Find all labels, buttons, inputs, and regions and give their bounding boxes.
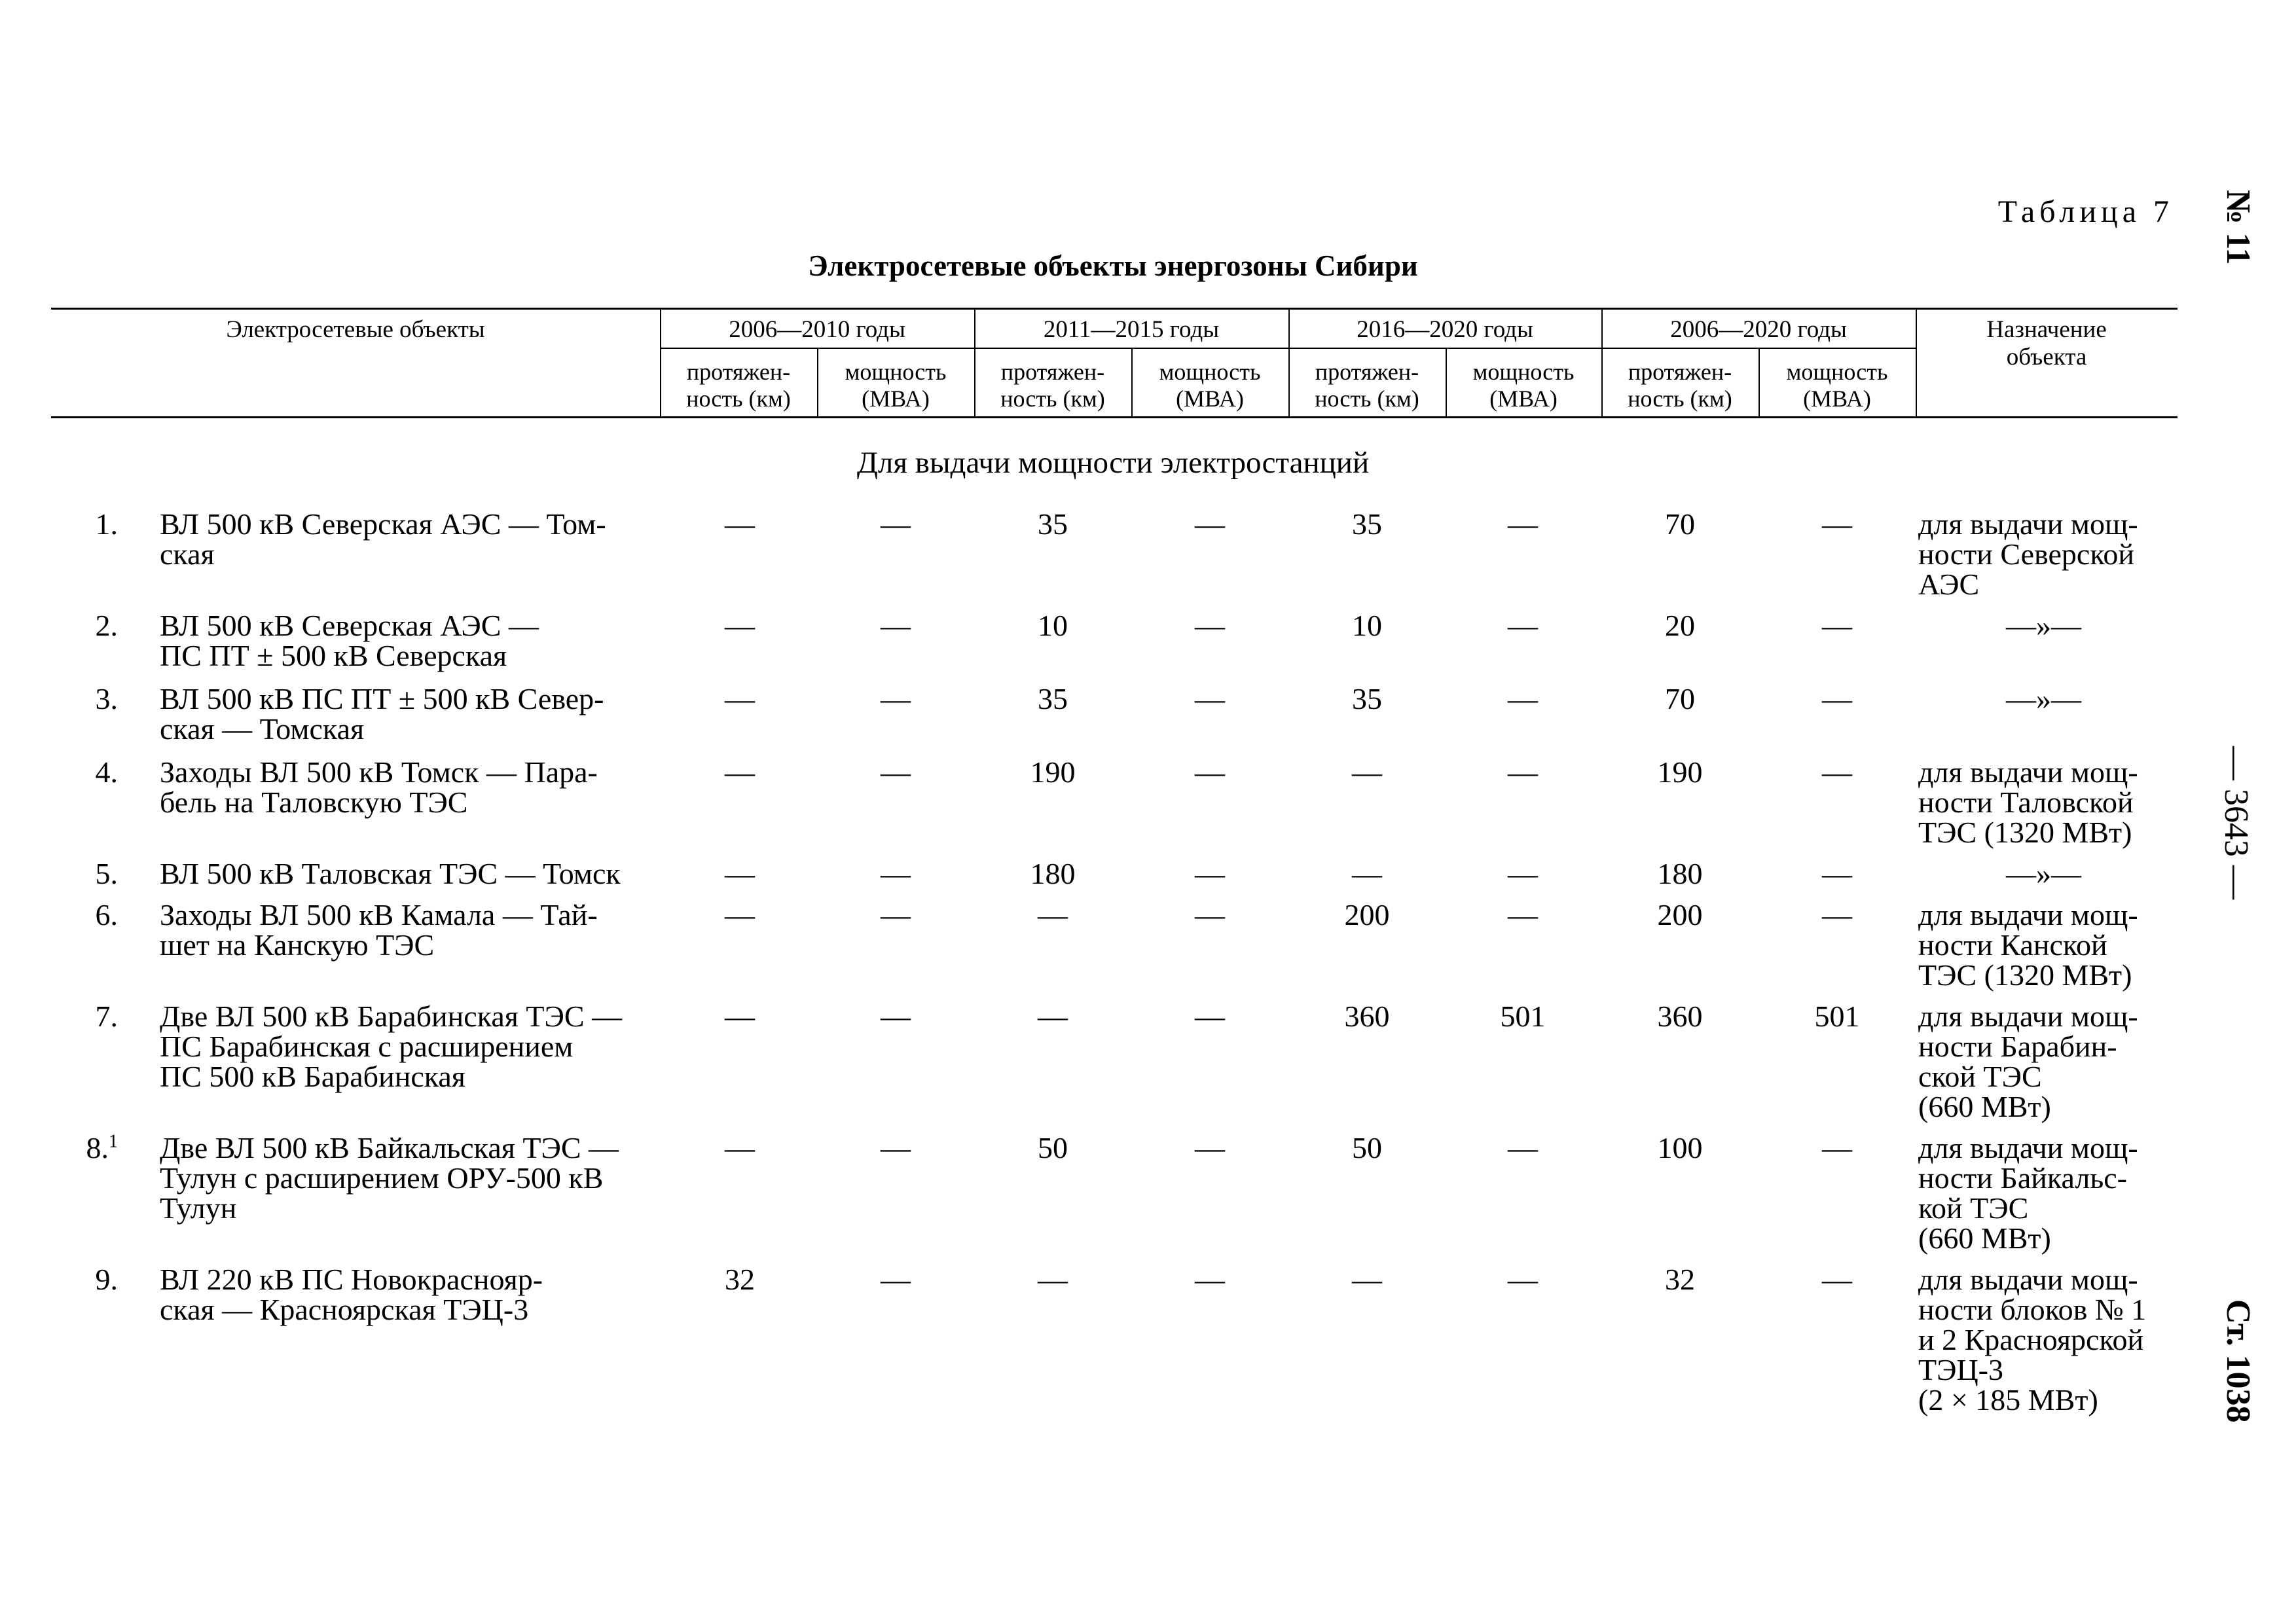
- purpose-line: для выдачи мощ-: [1918, 755, 2138, 789]
- header-length-line1: протяжен-: [1000, 359, 1105, 385]
- object-line: ская — Красноярская ТЭЦ-3: [160, 1293, 529, 1326]
- value-cell: —: [1822, 682, 1852, 715]
- purpose-line: ТЭС (1320 МВт): [1918, 958, 2132, 992]
- purpose-line: для выдачи мощ-: [1918, 898, 2138, 931]
- purpose-cell: [1918, 859, 2169, 889]
- purpose-cell: [1918, 611, 2169, 641]
- row-number-text: 3.: [95, 682, 118, 715]
- value-cell: —: [1195, 755, 1225, 789]
- value-cell: —: [1822, 507, 1852, 541]
- ditto-mark: —»—: [2006, 609, 2081, 642]
- value-cell: 50: [1038, 1131, 1068, 1164]
- purpose-cell: [1918, 1133, 2169, 1254]
- value-cell: —: [1508, 1131, 1538, 1164]
- value-cell: —: [725, 857, 755, 890]
- value-cell: 180: [1657, 857, 1703, 890]
- value-cell: 501: [1500, 1000, 1546, 1033]
- value-cell: —: [1508, 1263, 1538, 1296]
- object-name: [160, 859, 652, 889]
- row-number-text: 2.: [95, 609, 118, 642]
- value-cell: —: [725, 1000, 755, 1033]
- header-power-line2: (МВА): [862, 386, 930, 412]
- value-cell: 200: [1344, 898, 1390, 931]
- row-number: [59, 859, 118, 889]
- value-cell: —: [881, 1263, 911, 1296]
- value-cell: —: [1195, 1000, 1225, 1033]
- value-cell: 100: [1657, 1131, 1703, 1164]
- object-name: [160, 900, 652, 960]
- header-length-line1: протяжен-: [1628, 359, 1732, 385]
- issue-number: № 11: [2219, 190, 2257, 265]
- value-cell: —: [881, 1131, 911, 1164]
- value-cell: —: [1038, 1000, 1068, 1033]
- value-cell: —: [725, 1131, 755, 1164]
- value-cell: —: [1822, 609, 1852, 642]
- header-power: [817, 359, 974, 412]
- table-number: Таблица 7: [1997, 194, 2174, 229]
- page-number: — 3643 —: [2217, 746, 2255, 899]
- value-cell: —: [881, 755, 911, 789]
- row-number-text: 7.: [95, 1000, 118, 1033]
- object-line: ская: [160, 537, 215, 571]
- header-power-line1: мощность: [1472, 359, 1575, 385]
- header-length-line2: ность (км): [1000, 386, 1105, 412]
- table-title: Электросетевые объекты энергозоны Сибири: [808, 249, 1418, 282]
- value-cell: 360: [1344, 1000, 1390, 1033]
- header-length: [1288, 359, 1446, 412]
- value-cell: —: [881, 609, 911, 642]
- object-line: Две ВЛ 500 кВ Барабинская ТЭС —: [160, 1000, 623, 1033]
- header-power-line2: (МВА): [1489, 386, 1558, 412]
- header-length-line2: ность (км): [1315, 386, 1419, 412]
- object-line: ВЛ 500 кВ Северская АЭС —: [160, 609, 539, 642]
- header-length-line2: ность (км): [686, 386, 791, 412]
- object-line: Тулун с расширением ОРУ-500 кВ: [160, 1161, 604, 1195]
- object-line: ПС 500 кВ Барабинская: [160, 1060, 465, 1093]
- object-name: [160, 509, 652, 569]
- value-cell: —: [881, 507, 911, 541]
- row-number: [59, 509, 118, 539]
- purpose-cell: [1918, 757, 2169, 848]
- purpose-line: для выдачи мощ-: [1918, 1263, 2138, 1296]
- object-name: [160, 757, 652, 818]
- value-cell: —: [1195, 682, 1225, 715]
- value-cell: —: [1038, 1263, 1068, 1296]
- object-line: Заходы ВЛ 500 кВ Камала — Тай-: [160, 898, 598, 931]
- value-cell: 10: [1352, 609, 1382, 642]
- value-cell: —: [1195, 1131, 1225, 1164]
- article-number: Ст. 1038: [2219, 1299, 2257, 1423]
- object-line: бель на Таловскую ТЭС: [160, 785, 468, 819]
- value-cell: —: [1195, 609, 1225, 642]
- purpose-cell: [1918, 1265, 2169, 1415]
- value-cell: 180: [1030, 857, 1076, 890]
- value-cell: 190: [1657, 755, 1703, 789]
- purpose-line: ности Таловской: [1918, 785, 2134, 819]
- value-cell: —: [1195, 898, 1225, 931]
- value-cell: —: [1822, 857, 1852, 890]
- purpose-line: кой ТЭС: [1918, 1191, 2029, 1225]
- value-cell: 200: [1657, 898, 1703, 931]
- header-length-line1: протяжен-: [686, 359, 791, 385]
- value-cell: —: [1822, 898, 1852, 931]
- value-cell: 35: [1038, 507, 1068, 541]
- value-cell: —: [1195, 1263, 1225, 1296]
- object-line: ВЛ 500 кВ Северская АЭС — Том-: [160, 507, 606, 541]
- value-cell: —: [1038, 898, 1068, 931]
- header-period-3: 2016—2020 годы: [1357, 316, 1533, 343]
- row-number-text: 9.: [95, 1263, 118, 1296]
- purpose-line: ности Северской: [1918, 537, 2134, 571]
- row-number: [59, 757, 118, 787]
- value-cell: —: [881, 857, 911, 890]
- purpose-cell: [1918, 684, 2169, 714]
- purpose-line: ности Канской: [1918, 928, 2107, 962]
- purpose-cell: [1918, 509, 2169, 600]
- value-cell: —: [1352, 857, 1382, 890]
- value-cell: —: [725, 682, 755, 715]
- row-number: [59, 684, 118, 714]
- purpose-line: ности Байкальс-: [1918, 1161, 2127, 1195]
- value-cell: —: [725, 507, 755, 541]
- purpose-line: для выдачи мощ-: [1918, 1000, 2138, 1033]
- header-length-line1: протяжен-: [1315, 359, 1419, 385]
- value-cell: —: [881, 1000, 911, 1033]
- row-number: [59, 611, 118, 641]
- object-name: [160, 684, 652, 744]
- header-power: [1758, 359, 1916, 412]
- object-name: [160, 1133, 652, 1223]
- value-cell: —: [1822, 1263, 1852, 1296]
- object-line: ПС ПТ ± 500 кВ Северская: [160, 639, 507, 672]
- value-cell: 20: [1665, 609, 1695, 642]
- purpose-line: для выдачи мощ-: [1918, 1131, 2138, 1164]
- value-cell: 190: [1030, 755, 1076, 789]
- value-cell: —: [1352, 1263, 1382, 1296]
- value-cell: —: [725, 898, 755, 931]
- object-line: ВЛ 500 кВ Таловская ТЭС — Томск: [160, 857, 621, 890]
- purpose-line: (660 МВт): [1918, 1221, 2051, 1255]
- table-top-rule: [51, 308, 2178, 310]
- value-cell: —: [1195, 857, 1225, 890]
- header-power-line2: (МВА): [1803, 386, 1871, 412]
- object-line: Заходы ВЛ 500 кВ Томск — Пара-: [160, 755, 598, 789]
- value-cell: —: [1508, 755, 1538, 789]
- header-period-4: 2006—2020 годы: [1670, 316, 1847, 343]
- row-number-text: 4.: [95, 755, 118, 789]
- value-cell: —: [1508, 857, 1538, 890]
- header-power-line1: мощность: [845, 359, 947, 385]
- table-header-bottom-rule: [51, 416, 2178, 418]
- header-length: [660, 359, 817, 412]
- footnote-marker: 1: [109, 1131, 118, 1152]
- value-cell: —: [1822, 755, 1852, 789]
- object-line: ВЛ 500 кВ ПС ПТ ± 500 кВ Север-: [160, 682, 604, 715]
- header-purpose-line1: Назначение: [1986, 316, 2107, 343]
- header-length: [974, 359, 1131, 412]
- purpose-line: ности Барабин-: [1918, 1030, 2117, 1063]
- header-purpose-line2: объекта: [2006, 344, 2087, 370]
- purpose-cell: [1918, 1001, 2169, 1122]
- section-title: Для выдачи мощности электростанций: [856, 446, 1370, 480]
- row-number: [59, 1133, 118, 1163]
- value-cell: 70: [1665, 682, 1695, 715]
- value-cell: —: [1822, 1131, 1852, 1164]
- value-cell: —: [1508, 682, 1538, 715]
- value-cell: —: [1195, 507, 1225, 541]
- row-number: [59, 1265, 118, 1295]
- row-number-text: 8.: [86, 1131, 109, 1164]
- header-purpose: [1916, 316, 2178, 371]
- row-number: [59, 900, 118, 930]
- header-power-line1: мощность: [1159, 359, 1261, 385]
- value-cell: —: [881, 682, 911, 715]
- value-cell: 32: [1665, 1263, 1695, 1296]
- object-line: ПС Барабинская с расширением: [160, 1030, 574, 1063]
- period-header-rule: [660, 348, 1916, 349]
- object-line: Тулун: [160, 1191, 237, 1225]
- purpose-line: ской ТЭС: [1918, 1060, 2042, 1093]
- value-cell: 10: [1038, 609, 1068, 642]
- purpose-line: (2 × 185 МВт): [1918, 1383, 2098, 1416]
- header-length-line2: ность (км): [1628, 386, 1732, 412]
- header-length: [1601, 359, 1758, 412]
- object-name: [160, 1001, 652, 1092]
- ditto-mark: —»—: [2006, 857, 2081, 890]
- header-period-2: 2011—2015 годы: [1043, 316, 1220, 343]
- value-cell: —: [1508, 898, 1538, 931]
- header-power-line2: (МВА): [1176, 386, 1244, 412]
- purpose-line: ТЭС (1320 МВт): [1918, 816, 2132, 849]
- purpose-line: для выдачи мощ-: [1918, 507, 2138, 541]
- value-cell: 50: [1352, 1131, 1382, 1164]
- purpose-line: ТЭЦ-3: [1918, 1353, 2004, 1386]
- header-power: [1131, 359, 1288, 412]
- purpose-line: ности блоков № 1: [1918, 1293, 2147, 1326]
- value-cell: —: [881, 898, 911, 931]
- object-name: [160, 611, 652, 671]
- purpose-line: АЭС: [1918, 568, 1980, 601]
- value-cell: 501: [1814, 1000, 1860, 1033]
- value-cell: —: [725, 755, 755, 789]
- object-line: ская — Томская: [160, 712, 365, 746]
- row-number: [59, 1001, 118, 1032]
- value-cell: 35: [1038, 682, 1068, 715]
- object-line: ВЛ 220 кВ ПС Новокраснояр-: [160, 1263, 543, 1296]
- value-cell: —: [1508, 507, 1538, 541]
- header-objects: Электросетевые объекты: [226, 316, 485, 343]
- header-period-1: 2006—2010 годы: [729, 316, 905, 343]
- value-cell: 35: [1352, 682, 1382, 715]
- object-line: шет на Канскую ТЭС: [160, 928, 435, 962]
- purpose-line: (660 МВт): [1918, 1090, 2051, 1123]
- ditto-mark: —»—: [2006, 682, 2081, 715]
- value-cell: 360: [1657, 1000, 1703, 1033]
- purpose-cell: [1918, 900, 2169, 990]
- value-cell: 32: [725, 1263, 755, 1296]
- value-cell: 70: [1665, 507, 1695, 541]
- purpose-line: и 2 Красноярской: [1918, 1323, 2144, 1356]
- value-cell: 35: [1352, 507, 1382, 541]
- row-number-text: 1.: [95, 507, 118, 541]
- object-line: Две ВЛ 500 кВ Байкальская ТЭС —: [160, 1131, 619, 1164]
- value-cell: —: [1352, 755, 1382, 789]
- row-number-text: 6.: [95, 898, 118, 931]
- header-power: [1446, 359, 1601, 412]
- value-cell: —: [1508, 609, 1538, 642]
- object-name: [160, 1265, 652, 1325]
- header-power-line1: мощность: [1786, 359, 1888, 385]
- value-cell: —: [725, 609, 755, 642]
- row-number-text: 5.: [95, 857, 118, 890]
